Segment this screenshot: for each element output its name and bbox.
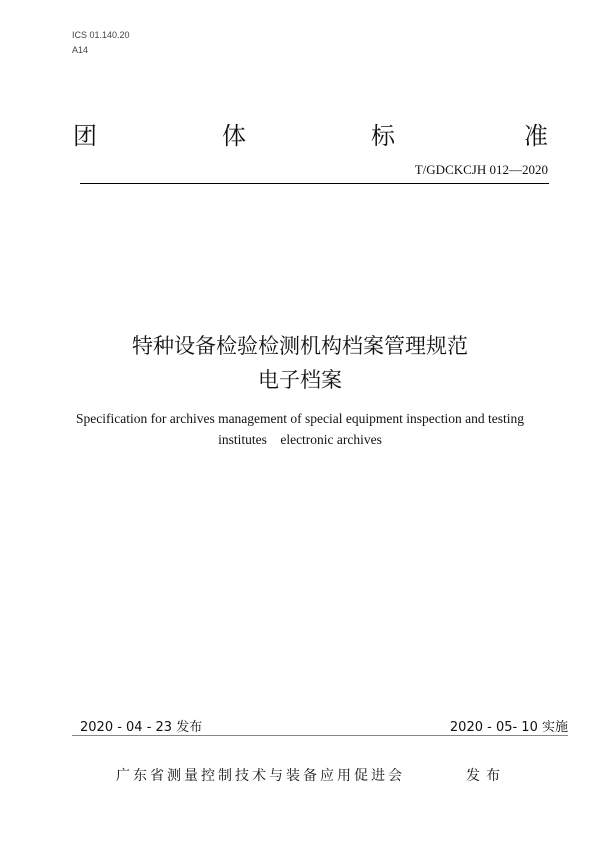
title-cn-line2: 电子档案 [258, 368, 342, 392]
implement-date: 2020 - 05- 10 实施 [449, 720, 568, 735]
publisher-action: 发布 [466, 768, 506, 784]
standard-code: T/GDCKCJH 012—2020 [414, 162, 548, 177]
footer-divider [72, 735, 568, 736]
standard-type-char: 团 [73, 122, 97, 150]
standard-type-char: 体 [222, 122, 246, 150]
publisher-name: 广东省测量控制技术与装备应用促进会 [116, 768, 405, 784]
classification-code: A14 [72, 45, 89, 55]
header-divider [80, 183, 549, 184]
title-en-line2: institutes electronic archives [218, 432, 382, 447]
issue-date: 2020 - 04 - 23 发布 [80, 720, 203, 735]
title-cn-line1: 特种设备检验检测机构档案管理规范 [132, 334, 468, 358]
standard-type-char: 准 [524, 122, 548, 150]
ics-code: ICS 01.140.20 [72, 30, 130, 40]
title-en-line1: Specification for archives management of special equipment inspection and testing [76, 411, 524, 426]
standard-type-char: 标 [371, 122, 395, 150]
